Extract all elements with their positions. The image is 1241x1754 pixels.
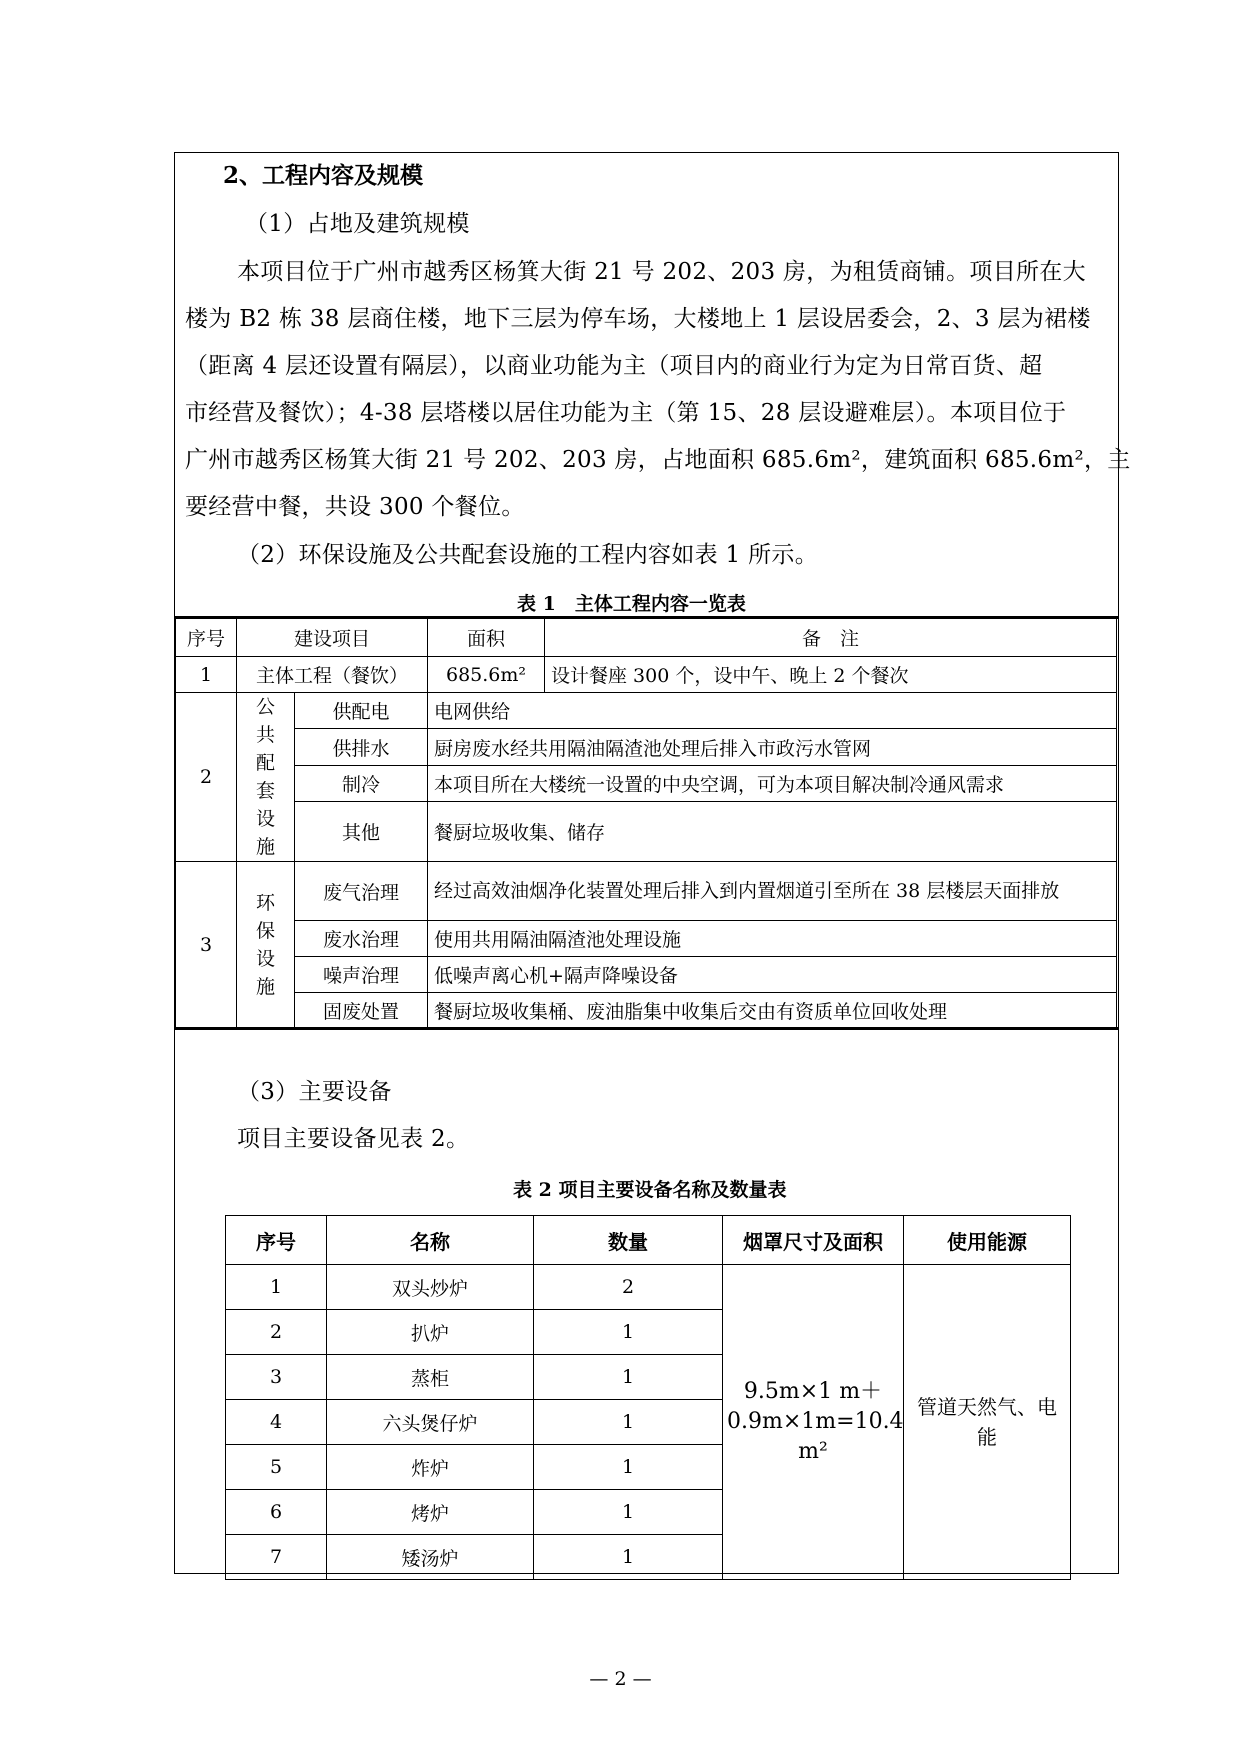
table2-no: 7 — [226, 1535, 327, 1580]
table1-row — [176, 729, 1117, 765]
table2-header-name: 名称 — [327, 1216, 534, 1265]
table1-item: 供排水 — [295, 729, 428, 765]
table1-note: 餐厨垃圾收集桶、废油脂集中收集后交由有资质单位回收处理 — [428, 993, 1117, 1029]
table1-row — [176, 957, 1117, 993]
table1-group2-no: 2 — [176, 693, 237, 862]
category-char: 配 — [255, 752, 275, 774]
subsection-1: （1）占地及建筑规模 — [245, 211, 470, 237]
table2-qty: 1 — [534, 1310, 723, 1355]
subsection-2: （2）环保设施及公共配套设施的工程内容如表 1 所示。 — [237, 542, 818, 568]
energy-line: 能 — [977, 1425, 997, 1449]
table1-item: 其他 — [295, 802, 428, 862]
section-heading: 2、工程内容及规模 — [223, 162, 424, 189]
table1-note: 餐厨垃圾收集、储存 — [428, 802, 1117, 862]
table2-header-no: 序号 — [226, 1216, 327, 1265]
category-char: 施 — [255, 836, 275, 858]
table2-qty: 1 — [534, 1490, 723, 1535]
table1-caption: 表 1 主体工程内容一览表 — [517, 593, 746, 615]
table-row — [226, 1265, 1071, 1310]
table1-row — [176, 993, 1117, 1029]
table1-row — [176, 657, 1117, 693]
para-line-6: 要经营中餐，共设 300 个餐位。 — [185, 494, 525, 520]
table1-group2-category — [237, 693, 295, 862]
table1-note: 本项目所在大楼统一设置的中央空调，可为本项目解决制冷通风需求 — [428, 765, 1117, 801]
table2-no: 3 — [226, 1355, 327, 1400]
table2-header-hood: 烟罩尺寸及面积 — [723, 1216, 904, 1265]
hood-line: m² — [798, 1439, 828, 1464]
table2-no: 1 — [226, 1265, 327, 1310]
table1-item: 噪声治理 — [295, 957, 428, 993]
category-char: 环 — [255, 892, 275, 914]
category-char: 套 — [255, 780, 275, 802]
table1-group3-category — [237, 862, 295, 1029]
content-frame — [174, 152, 1131, 1574]
table2-name: 矮汤炉 — [327, 1535, 534, 1580]
hood-line: 9.5m×1 m＋ — [743, 1379, 883, 1404]
table2-name: 六头煲仔炉 — [327, 1400, 534, 1445]
table1-row — [176, 921, 1117, 957]
para-line-2: 楼为 B2 栋 38 层商住楼，地下三层为停车场，大楼地上 1 层设居委会，2、3 层为裙楼 — [185, 306, 1091, 332]
table1-row — [176, 693, 1117, 729]
equipment-intro: 项目主要设备见表 2。 — [237, 1126, 470, 1152]
table1-note: 电网供给 — [428, 693, 1117, 729]
table2-header-row — [226, 1216, 1071, 1265]
table1-row — [176, 862, 1117, 921]
table2-name: 炸炉 — [327, 1445, 534, 1490]
table1-item: 固废处置 — [295, 993, 428, 1029]
table2-no: 4 — [226, 1400, 327, 1445]
table1-bottom-rule — [175, 1027, 1118, 1030]
table2-name: 扒炉 — [327, 1310, 534, 1355]
table1-header-area: 面积 — [428, 619, 545, 657]
hood-line: 0.9m×1m=10.4 — [727, 1409, 904, 1434]
para-line-1: 本项目位于广州市越秀区杨箕大街 21 号 202、203 房，为租赁商铺。项目所在大 — [237, 259, 1086, 285]
table2 — [225, 1215, 1071, 1580]
table2-qty: 1 — [534, 1445, 723, 1490]
table1-header-no: 序号 — [176, 619, 237, 657]
category-char: 公 — [255, 696, 275, 718]
table1-header-row — [176, 619, 1117, 657]
table2-no: 2 — [226, 1310, 327, 1355]
table2-header-qty: 数量 — [534, 1216, 723, 1265]
table2-name: 蒸柜 — [327, 1355, 534, 1400]
table1-row — [176, 765, 1117, 801]
table2-energy — [904, 1265, 1071, 1580]
category-char: 设 — [255, 808, 275, 830]
table1-row1-no: 1 — [176, 657, 237, 693]
table1-row1-item: 主体工程（餐饮） — [237, 657, 428, 693]
table1-note: 低噪声离心机+隔声降噪设备 — [428, 957, 1117, 993]
table2-no: 6 — [226, 1490, 327, 1535]
category-char: 保 — [255, 920, 275, 942]
table1-row — [176, 802, 1117, 862]
table1-item: 废水治理 — [295, 921, 428, 957]
table1-row1-area: 685.6m² — [428, 657, 545, 693]
table2-no: 5 — [226, 1445, 327, 1490]
table2-qty: 1 — [534, 1355, 723, 1400]
para-line-4: 市经营及餐饮）；4-38 层塔楼以居住功能为主（第 15、28 层设避难层）。本项目位于 — [185, 400, 1067, 426]
table1-header-item: 建设项目 — [237, 619, 428, 657]
table1-note: 经过高效油烟净化装置处理后排入到内置烟道引至所在 38 层楼层天面排放 — [428, 862, 1117, 921]
category-char: 共 — [255, 724, 275, 746]
table2-header-energy: 使用能源 — [904, 1216, 1071, 1265]
table2-qty: 1 — [534, 1535, 723, 1580]
category-char: 设 — [255, 948, 275, 970]
energy-line: 管道天然气、电 — [917, 1395, 1057, 1419]
para-line-3: （距离 4 层还设置有隔层），以商业功能为主（项目内的商业行为定为日常百货、超 — [185, 353, 1043, 379]
table2-hood-size — [723, 1265, 904, 1580]
table2-caption: 表 2 项目主要设备名称及数量表 — [513, 1179, 787, 1201]
table1-header-note: 备 注 — [545, 619, 1117, 657]
table2-name: 烤炉 — [327, 1490, 534, 1535]
category-char: 施 — [255, 976, 275, 998]
para-line-5: 广州市越秀区杨箕大街 21 号 202、203 房，占地面积 685.6m²，建筑面积 685.6m²，主 — [185, 447, 1131, 473]
page-number: — 2 — — [589, 1668, 652, 1690]
table1-note: 使用共用隔油隔渣池处理设施 — [428, 921, 1117, 957]
table2-name: 双头炒炉 — [327, 1265, 534, 1310]
table1-row1-note: 设计餐座 300 个，设中午、晚上 2 个餐次 — [545, 657, 1117, 693]
table2-qty: 1 — [534, 1400, 723, 1445]
table1-note: 厨房废水经共用隔油隔渣池处理后排入市政污水管网 — [428, 729, 1117, 765]
table1 — [175, 618, 1117, 1029]
subsection-3: （3）主要设备 — [237, 1079, 392, 1105]
table1-item: 供配电 — [295, 693, 428, 729]
table1-group3-no: 3 — [176, 862, 237, 1029]
table2-qty: 2 — [534, 1265, 723, 1310]
table1-item: 制冷 — [295, 765, 428, 801]
table1-item: 废气治理 — [295, 862, 428, 921]
